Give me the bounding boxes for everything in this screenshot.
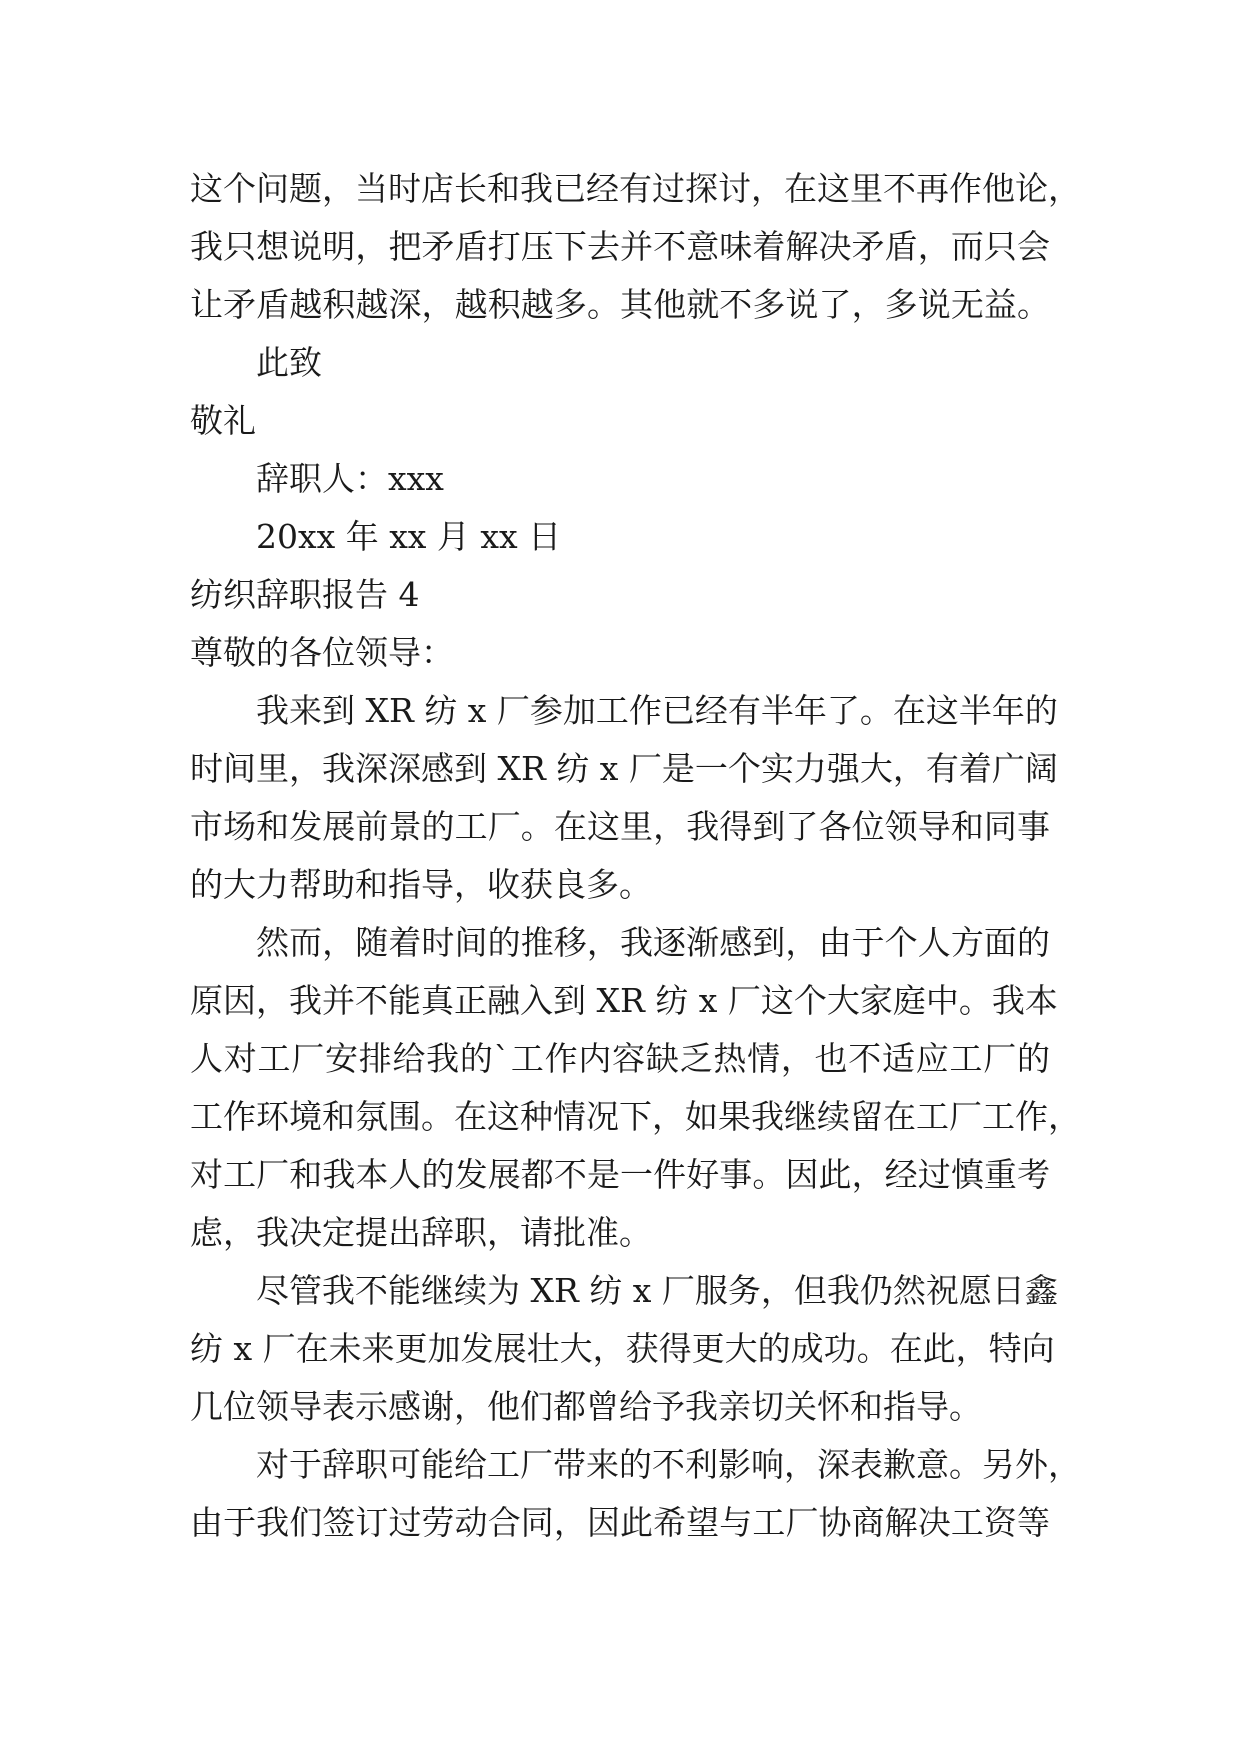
- text-line: 我来到 XR 纺 x 厂参加工作已经有半年了。在这半年的: [256, 691, 1058, 730]
- text-line: 纺织辞职报告 4: [190, 575, 420, 614]
- text-line: 这个问题，当时店长和我已经有过探讨，在这里不再作他论，: [190, 169, 1081, 208]
- text-line: 几位领导表示感谢，他们都曾给予我亲切关怀和指导。: [190, 1387, 982, 1426]
- text-line: 工作环境和氛围。在这种情况下，如果我继续留在工厂工作，: [190, 1097, 1081, 1136]
- text-line: 尊敬的各位领导：: [190, 633, 454, 672]
- text-line: 由于我们签订过劳动合同，因此希望与工厂协商解决工资等: [190, 1503, 1050, 1542]
- document-body: [190, 160, 1081, 1552]
- text-line: 原因，我并不能真正融入到 XR 纺 x 厂这个大家庭中。我本: [190, 981, 1058, 1020]
- text-line: 此致: [256, 343, 322, 382]
- text-line: 让矛盾越积越深，越积越多。其他就不多说了，多说无益。: [190, 285, 1050, 324]
- text-line: 虑，我决定提出辞职，请批准。: [190, 1213, 652, 1252]
- text-line: 敬礼: [190, 401, 256, 440]
- text-line: 市场和发展前景的工厂。在这里，我得到了各位领导和同事: [190, 807, 1050, 846]
- text-line: 我只想说明，把矛盾打压下去并不意味着解决矛盾，而只会: [190, 227, 1050, 266]
- text-line: 20xx 年 xx 月 xx 日: [256, 517, 562, 556]
- text-line: 辞职人：xxx: [256, 459, 444, 498]
- text-line: 的大力帮助和指导，收获良多。: [190, 865, 652, 904]
- text-line: 纺 x 厂在未来更加发展壮大，获得更大的成功。在此，特向: [190, 1329, 1055, 1368]
- text-line: 对工厂和我本人的发展都不是一件好事。因此，经过慎重考: [190, 1155, 1050, 1194]
- text-line: 然而，随着时间的推移，我逐渐感到，由于个人方面的: [256, 923, 1050, 962]
- text-line: 人对工厂安排给我的`工作内容缺乏热情，也不适应工厂的: [190, 1039, 1050, 1078]
- text-line: 对于辞职可能给工厂带来的不利影响，深表歉意。另外，: [256, 1445, 1081, 1484]
- text-line: 尽管我不能继续为 XR 纺 x 厂服务，但我仍然祝愿日鑫: [256, 1271, 1058, 1310]
- text-line: 时间里，我深深感到 XR 纺 x 厂是一个实力强大，有着广阔: [190, 749, 1058, 788]
